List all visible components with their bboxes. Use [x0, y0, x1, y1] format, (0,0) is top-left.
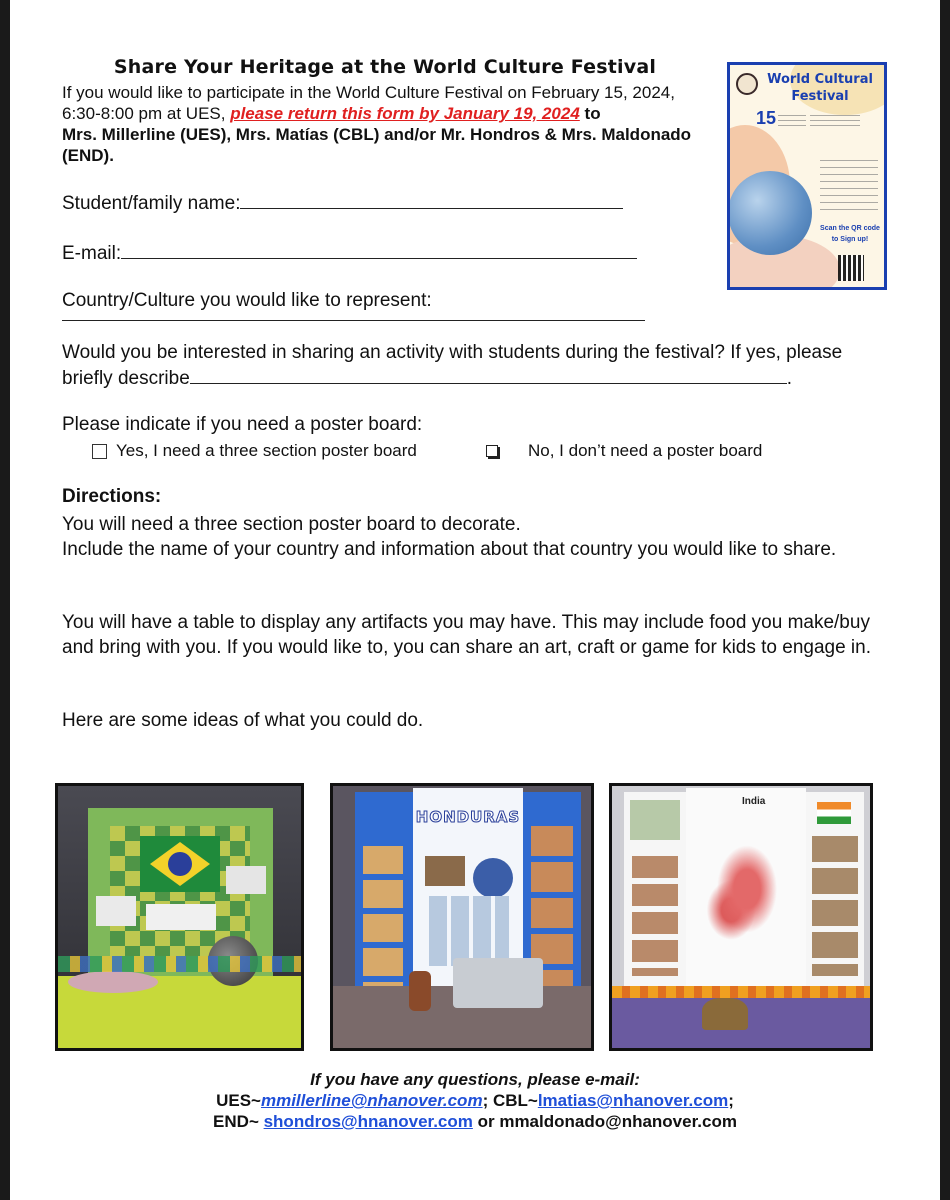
left-border: [0, 0, 10, 1200]
cbl-prefix: ; CBL~: [482, 1091, 538, 1110]
poster-question: Please indicate if you need a poster board:: [62, 414, 423, 435]
ues-prefix: UES~: [216, 1091, 261, 1110]
india-title: India: [742, 796, 766, 807]
no-option-label: No, I don’t need a poster board: [528, 441, 763, 460]
email-label: E-mail:: [62, 243, 122, 264]
festival-poster-image: [727, 62, 887, 290]
activity-period: .: [786, 368, 793, 389]
intro-text: If you would like to participate in the World Culture Festival on February 15, 2024, 6:30-8:00 pm at UES,: [62, 83, 675, 123]
cbl-email-link[interactable]: lmatias@nhanover.com: [537, 1091, 729, 1110]
yes-option-label: Yes, I need a three section poster board: [116, 441, 417, 460]
contact-line-2: [0, 1091, 950, 1111]
honduras-poster-photo: [330, 783, 594, 1051]
activity-question-text: Would you be interested in sharing an activity with students during the festival? If yes, please briefly describe: [62, 342, 843, 389]
semicolon: ;: [728, 1091, 734, 1110]
recipients-text: Mrs. Millerline (UES), Mrs. Matías (CBL) and/or Mr. Hondros & Mrs. Maldonado (END).: [62, 125, 692, 165]
india-poster-photo: [609, 783, 873, 1051]
end-email-2[interactable]: mmaldonado@nhanover.com: [499, 1112, 737, 1131]
logo-icon: [736, 73, 758, 95]
directions-p1: You will need a three section poster board to decorate.: [62, 514, 521, 535]
or-text: or: [472, 1112, 500, 1131]
directions-p2: Include the name of your country and information about that country you would like to share.: [62, 539, 837, 560]
country-line[interactable]: [62, 320, 645, 321]
deadline-text: please return this form by January 19, 2024: [230, 104, 580, 123]
email-line[interactable]: [121, 240, 637, 259]
contact-line-3: [0, 1112, 950, 1132]
directions-p3: You will have a table to display any artifacts you may have. This may include food you make/buy and bring with you. If you would like to, you can share an art, craft or game for kids to engage in.: [62, 612, 872, 658]
no-poster-option[interactable]: [486, 441, 762, 461]
activity-line[interactable]: [190, 365, 787, 384]
poster-date-number: 15: [756, 108, 777, 128]
activity-question[interactable]: [62, 341, 892, 391]
student-name-line[interactable]: [240, 190, 623, 209]
student-name-label: Student/family name:: [62, 193, 241, 214]
poster-body-text: [820, 160, 878, 210]
page-title: Share Your Heritage at the World Culture Festival: [113, 56, 657, 78]
directions-heading: Directions:: [62, 486, 162, 507]
no-checkbox[interactable]: [486, 445, 498, 457]
qr-code-icon: [838, 255, 864, 281]
honduras-title: HONDURAS: [415, 808, 521, 826]
right-border: [940, 0, 950, 1200]
poster-scan-text: Scan the QR code to Sign up!: [820, 225, 880, 243]
end-prefix: END~: [213, 1112, 264, 1131]
brazil-poster-photo: [55, 783, 304, 1051]
yes-poster-option[interactable]: [92, 441, 417, 461]
end-email-link[interactable]: shondros@hnanover.com: [263, 1112, 473, 1131]
intro-to: to: [579, 104, 601, 123]
student-name-field[interactable]: [62, 190, 623, 215]
directions-p4: Here are some ideas of what you could do.: [62, 710, 424, 731]
yes-checkbox[interactable]: [92, 444, 107, 459]
poster-location-text: [810, 115, 860, 129]
ues-email-link[interactable]: mmillerline@nhanover.com: [260, 1091, 483, 1110]
intro-paragraph: [62, 82, 712, 166]
country-label: Country/Culture you would like to represent:: [62, 290, 432, 311]
contact-heading: If you have any questions, please e-mail:: [310, 1070, 640, 1089]
email-field[interactable]: [62, 240, 637, 265]
globe-icon: [728, 171, 812, 255]
poster-title: World Cultural Festival: [767, 72, 873, 104]
poster-date-text: [778, 115, 806, 129]
